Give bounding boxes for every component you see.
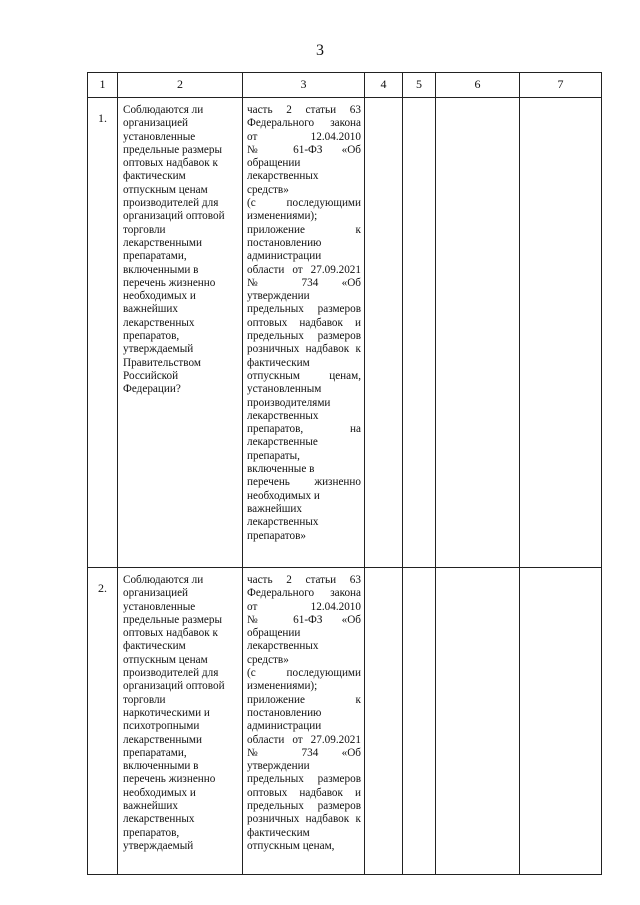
reference-line: утверждении: [247, 290, 310, 303]
question-line: организаций оптовой: [123, 210, 225, 223]
reference-line: обращении: [247, 627, 301, 640]
row-number: 1.: [88, 98, 118, 568]
reference-line: средств»: [247, 653, 289, 666]
reference-line: изменениями);: [247, 680, 318, 693]
question-line: производителей для: [123, 197, 219, 210]
reference-line: Федерального закона: [247, 587, 361, 600]
question-line: психотропными: [123, 720, 200, 733]
reference-line: лекарственных: [247, 516, 319, 529]
header-row: [88, 73, 602, 98]
question-cell: [118, 568, 243, 875]
question-line: важнейших: [123, 303, 178, 316]
reference-line: препаратов»: [247, 529, 306, 542]
question-line: важнейших: [123, 800, 178, 813]
reference-line: предельных размеров: [247, 800, 361, 813]
question-line: перечень жизненно: [123, 773, 216, 786]
cell-col4: [365, 98, 403, 568]
reference-line: приложение к: [247, 693, 361, 706]
question-line: включенными в: [123, 760, 199, 773]
question-line: наркотическими и: [123, 706, 210, 719]
question-line: предельные размеры: [123, 143, 222, 156]
question-line: организацией: [123, 587, 189, 600]
question-line: отпускным ценам: [123, 653, 208, 666]
reference-line: приложение к: [247, 223, 361, 236]
question-line: оптовых надбавок к: [123, 627, 218, 640]
question-line: Соблюдаются ли: [123, 574, 204, 586]
col-header-6: 6: [436, 73, 520, 98]
reference-line: лекарственных: [247, 640, 319, 653]
question-line: установленные: [123, 600, 196, 613]
inspection-table: [87, 72, 602, 875]
reference-line: обращении: [247, 157, 301, 170]
col-header-2: 2: [118, 73, 243, 98]
reference-line: производителями: [247, 396, 331, 409]
question-line: предельные размеры: [123, 613, 222, 626]
reference-cell: [243, 98, 365, 568]
reference-line: № 734 «Об: [247, 746, 361, 759]
question-line: препаратов,: [123, 826, 180, 839]
question-line: Российской: [123, 369, 179, 382]
question-line: организаций оптовой: [123, 680, 225, 693]
reference-line: лекарственных: [247, 409, 319, 422]
question-line: оптовых надбавок к: [123, 157, 218, 170]
reference-line: утверждении: [247, 760, 310, 773]
reference-line: администрации: [247, 250, 322, 263]
question-line: фактическим: [123, 170, 186, 183]
reference-line: средств»: [247, 183, 289, 196]
reference-line: фактическим: [247, 356, 310, 369]
question-line: препаратами,: [123, 250, 187, 263]
question-line: Федерации?: [123, 383, 181, 396]
question-line: фактическим: [123, 640, 186, 653]
table-row: [88, 568, 602, 875]
reference-line: (с последующими: [247, 197, 361, 210]
question-line: препаратов,: [123, 330, 180, 343]
col-header-1: 1: [88, 73, 118, 98]
reference-line: отпускным ценам,: [247, 369, 361, 382]
reference-line: предельных размеров: [247, 330, 361, 343]
reference-line: администрации: [247, 720, 322, 733]
row-number: 2.: [88, 568, 118, 875]
question-line: лекарственными: [123, 236, 202, 249]
reference-line: от 12.04.2010: [247, 130, 361, 143]
question-line: Соблюдаются ли: [123, 104, 204, 116]
reference-line: изменениями);: [247, 210, 318, 223]
reference-line: розничных надбавок к: [247, 813, 361, 826]
question-line: организацией: [123, 117, 189, 130]
question-line: лекарственными: [123, 733, 202, 746]
reference-line: лекарственные: [247, 436, 318, 449]
reference-line: предельных размеров: [247, 303, 361, 316]
cell-col4: [365, 568, 403, 875]
question-line: Правительством: [123, 356, 201, 369]
reference-line: области от 27.09.2021: [247, 263, 361, 276]
reference-line: № 734 «Об: [247, 276, 361, 289]
question-line: торговли: [123, 223, 166, 236]
reference-line: оптовых надбавок и: [247, 316, 361, 329]
reference-line: включенные в: [247, 463, 315, 476]
question-line: перечень жизненно: [123, 276, 216, 289]
cell-col7: [520, 98, 602, 568]
reference-cell: [243, 568, 365, 875]
question-line: отпускным ценам: [123, 183, 208, 196]
reference-line: постановлению: [247, 706, 322, 719]
question-line: утверждаемый: [123, 839, 194, 852]
reference-line: от 12.04.2010: [247, 600, 361, 613]
reference-line: препараты,: [247, 449, 300, 462]
question-line: лекарственных: [123, 316, 195, 329]
reference-line: оптовых надбавок и: [247, 786, 361, 799]
question-line: включенными в: [123, 263, 199, 276]
reference-line: часть 2 статьи 63: [247, 574, 361, 586]
col-header-5: 5: [403, 73, 436, 98]
question-line: утверждаемый: [123, 343, 194, 356]
reference-line: часть 2 статьи 63: [247, 104, 361, 116]
reference-line: № 61-ФЗ «Об: [247, 613, 361, 626]
cell-col5: [403, 98, 436, 568]
reference-line: № 61-ФЗ «Об: [247, 143, 361, 156]
reference-line: Федерального закона: [247, 117, 361, 130]
reference-line: предельных размеров: [247, 773, 361, 786]
reference-line: необходимых и: [247, 489, 320, 502]
reference-line: лекарственных: [247, 170, 319, 183]
question-line: лекарственных: [123, 813, 195, 826]
reference-line: (с последующими: [247, 667, 361, 680]
cell-col7: [520, 568, 602, 875]
reference-line: отпускным ценам,: [247, 839, 335, 852]
reference-line: фактическим: [247, 826, 310, 839]
reference-line: препаратов, на: [247, 423, 361, 436]
question-line: препаратами,: [123, 746, 187, 759]
question-cell: [118, 98, 243, 568]
reference-line: розничных надбавок к: [247, 343, 361, 356]
table-row: [88, 98, 602, 568]
question-line: торговли: [123, 693, 166, 706]
cell-col6: [436, 568, 520, 875]
question-line: установленные: [123, 130, 196, 143]
cell-col6: [436, 98, 520, 568]
reference-line: важнейших: [247, 502, 302, 515]
reference-line: постановлению: [247, 236, 322, 249]
reference-line: области от 27.09.2021: [247, 733, 361, 746]
cell-col5: [403, 568, 436, 875]
question-line: необходимых и: [123, 786, 196, 799]
col-header-7: 7: [520, 73, 602, 98]
reference-line: установленным: [247, 383, 322, 396]
col-header-4: 4: [365, 73, 403, 98]
question-line: производителей для: [123, 667, 219, 680]
page-number: 3: [316, 42, 324, 59]
question-line: необходимых и: [123, 290, 196, 303]
col-header-3: 3: [243, 73, 365, 98]
reference-line: перечень жизненно: [247, 476, 361, 489]
